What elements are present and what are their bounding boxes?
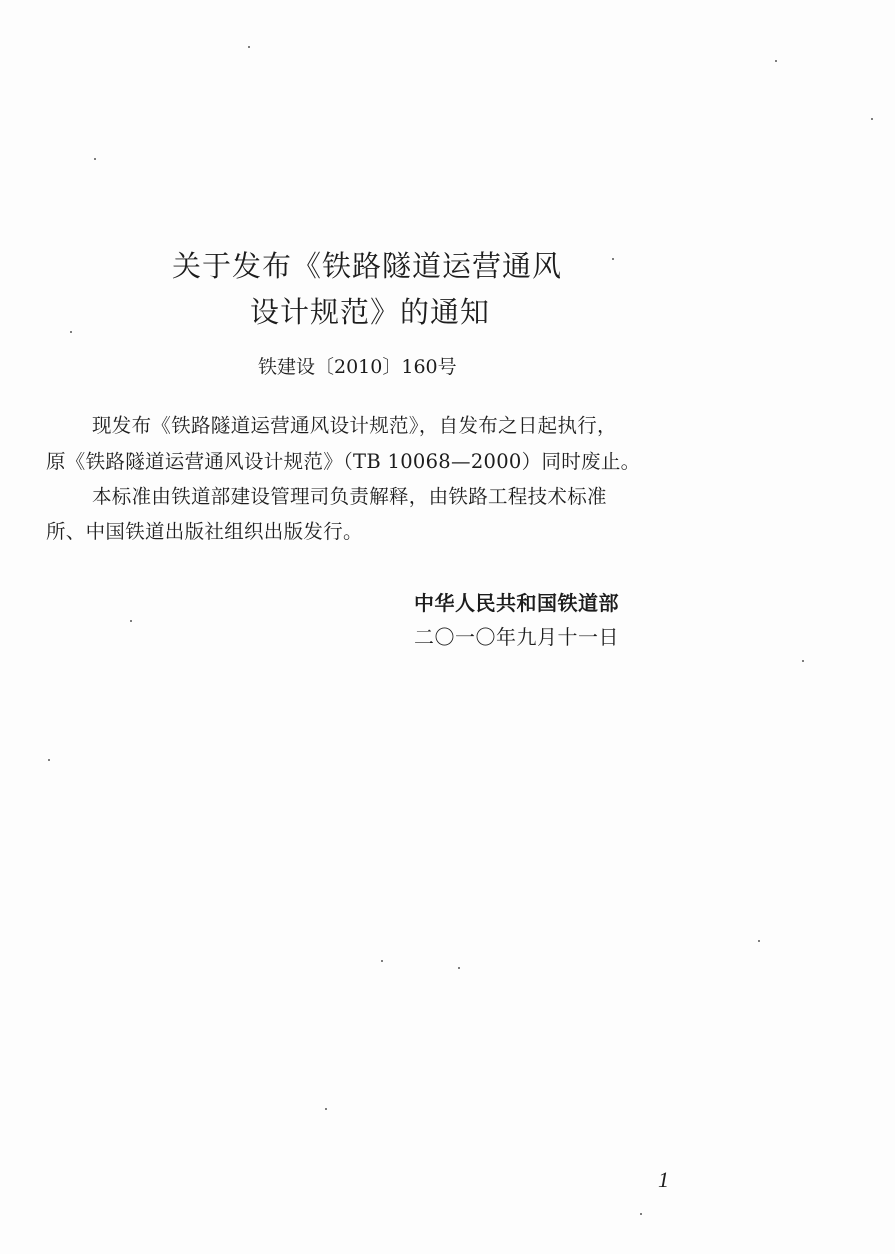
scan-speck [640, 1213, 642, 1215]
paragraph-1-line-2: 原《铁路隧道运营通风设计规范》（TB 10068—2000）同时废止。 [46, 450, 641, 473]
page-number: 1 [658, 1167, 669, 1192]
scan-speck [871, 118, 873, 120]
scan-speck [94, 158, 96, 160]
scan-speck [325, 1108, 327, 1110]
paragraph-2-line-1: 本标准由铁道部建设管理司负责解释，由铁路工程技术标准 [92, 485, 607, 508]
paragraph-2-line-2: 所、中国铁道出版社组织出版发行。 [46, 520, 363, 543]
scan-speck [612, 258, 614, 260]
scan-speck [802, 660, 804, 662]
scan-speck [48, 759, 50, 761]
scan-speck [381, 960, 383, 962]
scan-speck [458, 967, 460, 969]
scan-speck [130, 620, 132, 622]
notice-title-line-1: 关于发布《铁路隧道运营通风 [172, 249, 563, 283]
issue-date: 二〇一〇年九月十一日 [414, 625, 619, 649]
scan-speck [248, 46, 250, 48]
scan-speck [758, 940, 760, 942]
notice-title-line-2: 设计规范》的通知 [250, 295, 491, 329]
paragraph-1-line-1: 现发布《铁路隧道运营通风设计规范》，自发布之日起执行， [92, 414, 617, 437]
document-number: 铁建设〔2010〕160号 [258, 356, 457, 378]
scan-speck [775, 60, 777, 62]
scan-speck [70, 331, 72, 333]
issuing-authority: 中华人民共和国铁道部 [414, 591, 619, 615]
